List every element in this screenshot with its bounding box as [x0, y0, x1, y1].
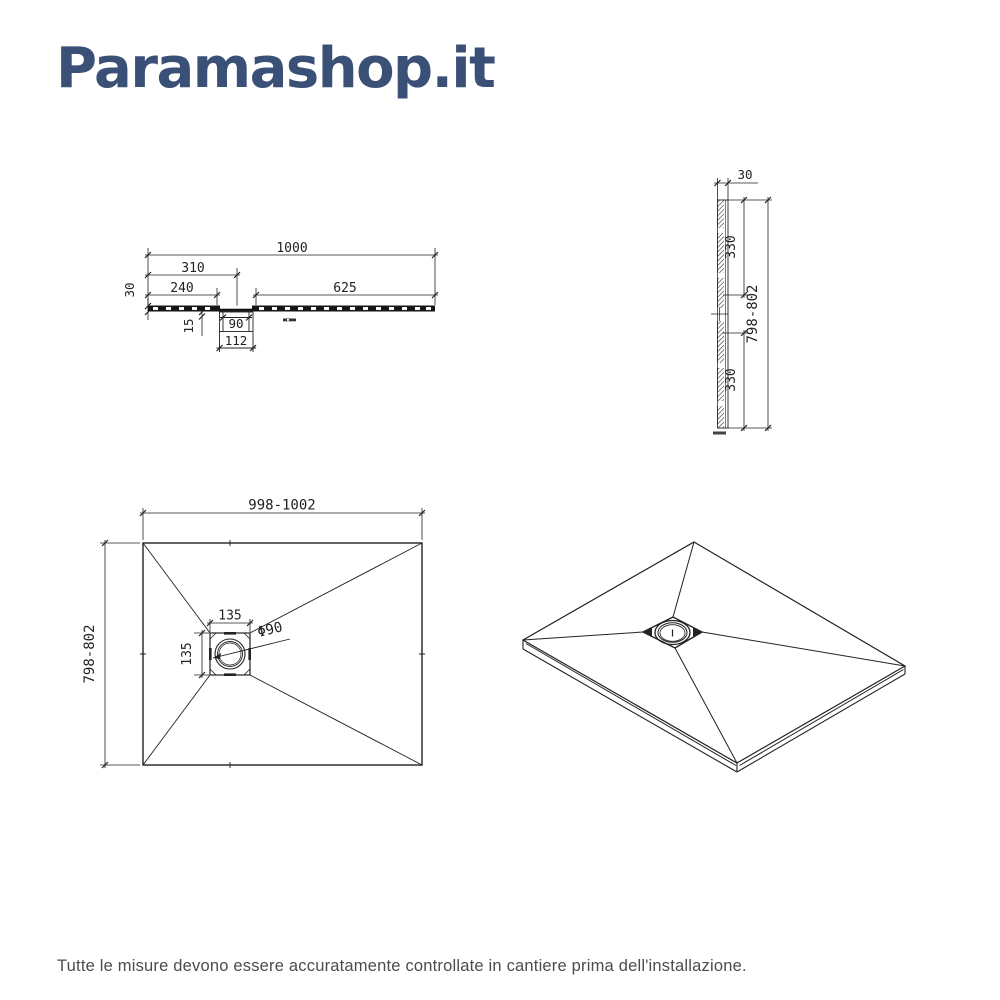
dim-side-overall-depth: 798-802: [745, 284, 761, 344]
section-mark: [283, 319, 296, 322]
section-mark: [713, 432, 726, 435]
plan-view-drawing: [80, 488, 440, 795]
dim-side-top-segment: 330: [724, 235, 739, 259]
dim-front-right-flat: 625: [333, 281, 357, 296]
dim-front-drain-center: 310: [181, 261, 205, 276]
brand-logo: Paramashop.it: [56, 36, 495, 101]
dim-plan-overall-width: 998-1002: [248, 497, 316, 514]
dim-side-thickness: 30: [737, 167, 753, 182]
front-elevation-drawing: [122, 228, 455, 360]
side-tray-section: [711, 200, 728, 435]
side-elevation-drawing: [698, 158, 793, 448]
dim-front-thickness: 30: [122, 282, 137, 298]
dim-plan-overall-depth: 798-802: [82, 624, 98, 684]
dim-plan-drain-diameter: Φ90: [255, 619, 285, 641]
dim-front-recess-depth: 15: [181, 318, 196, 334]
perspective-drawing: [505, 525, 920, 780]
dim-front-left-flat: 240: [170, 281, 194, 296]
dim-plan-drain-height: 135: [180, 642, 195, 666]
dim-plan-drain-width: 135: [218, 608, 242, 624]
dim-side-bottom-segment: 330: [724, 368, 739, 392]
installation-note: Tutte le misure devono essere accuratamente controllate in cantiere prima dell'installazione.: [57, 957, 747, 975]
dim-front-drain-inner: 90: [228, 316, 244, 331]
dim-front-drain-outer: 112: [224, 333, 248, 348]
dim-front-overall-width: 1000: [276, 241, 308, 256]
persp-tray-body: [523, 542, 905, 772]
